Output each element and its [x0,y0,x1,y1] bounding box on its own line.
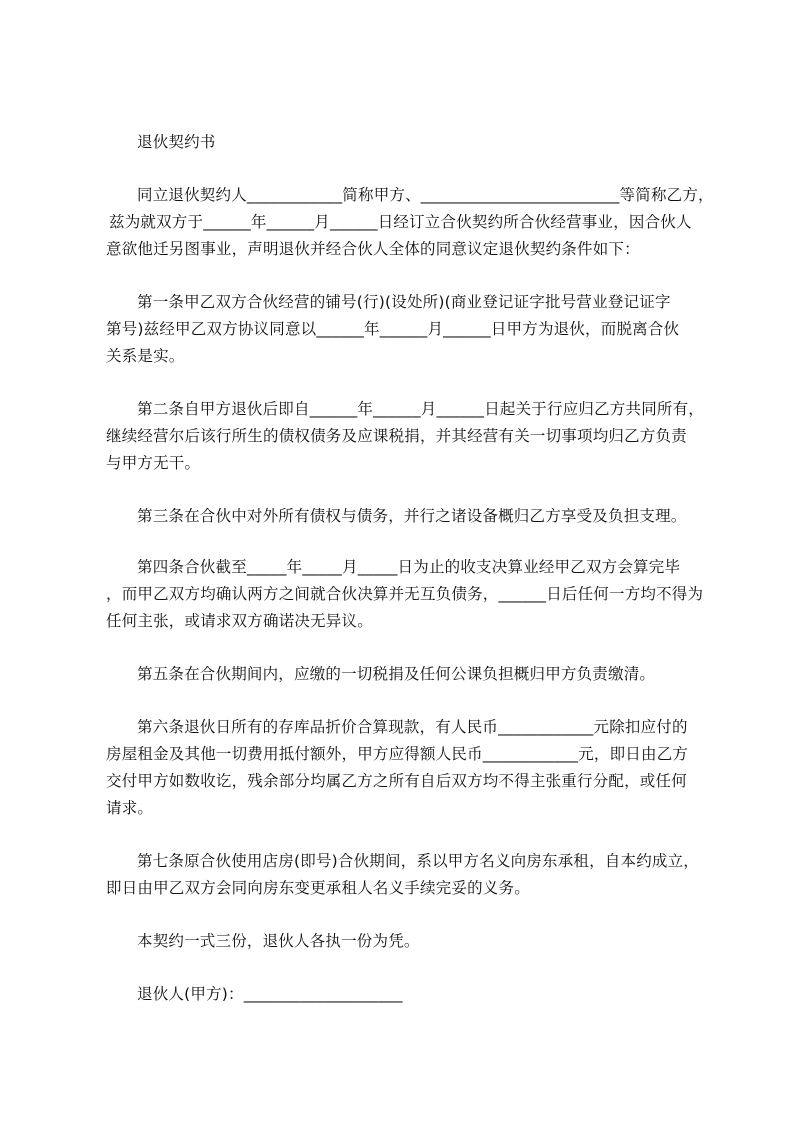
paragraph-line: 第一条甲乙双方合伙经营的铺号(行)(设处所)(商业登记证字批号营业登记证字 [137,293,671,311]
paragraph-line: ，而甲乙双方均确认两方之间就合伙决算并无互负债务，______日后任何一方均不得为 [106,585,704,603]
paragraph-line: 房屋租金及其他一切费用抵付额外，甲方应得额人民币____________元，即日由乙方 [106,745,689,763]
paragraph-line: 任何主张，或请求双方确诺决无异议。 [106,612,373,630]
document-title: 退伙契约书 [137,133,216,151]
paragraph-line: 第号)兹经甲乙双方协议同意以______年______月______日甲方为退伙，而脱离合伙 [106,320,680,338]
paragraph-line: 第四条合伙截至_____年_____月_____日为止的收支决算业经甲乙双方会算完毕 [137,558,681,576]
paragraph-line: 本契约一式三份，退伙人各执一份为凭。 [137,932,420,950]
paragraph-line: 第二条自甲方退伙后即自______年______月______日起关于行应归乙方共同所有， [137,400,705,418]
paragraph-line: 交付甲方如数收讫，残余部分均属乙方之所有自后双方均不得主张重行分配，或任何 [106,772,687,790]
paragraph-line: 与甲方无干。 [106,454,201,472]
paragraph-line: 同立退伙契约人____________简称甲方、_________________________等简称乙方， [137,186,714,204]
paragraph-line: 第六条退伙日所有的存库品折价合算现款，有人民币____________元除扣应付的 [137,718,688,736]
paragraph-line: 请求。 [106,799,154,817]
paragraph-line: 第五条在合伙期间内，应缴的一切税捐及任何公课负担概归甲方负责缴清。 [137,665,656,683]
paragraph-line: 兹为就双方于______年______月______日经订立合伙契约所合伙经营事业，因合伙人 [109,213,692,231]
paragraph-line: 第七条原合伙使用店房(即号)合伙期间，系以甲方名义向房东承租，自本约成立， [137,852,699,870]
paragraph-line: 意欲他迁另图事业，声明退伙并经合伙人全体的同意议定退伙契约条件如下： [106,240,640,258]
paragraph-line: 即日由甲乙双方会同向房东变更承租人名义手续完妥的义务。 [106,879,530,897]
paragraph-line: 第三条在合伙中对外所有债权与债务，并行之诸设备概归乙方享受及负担支理。 [137,507,687,525]
paragraph-line: 关系是实。 [106,347,185,365]
paragraph-line: 继续经营尔后该行所生的债权债务及应课税捐，并其经营有关一切事项均归乙方负责 [106,427,687,445]
signature-line: 退伙人(甲方)：____________________ [137,985,403,1003]
